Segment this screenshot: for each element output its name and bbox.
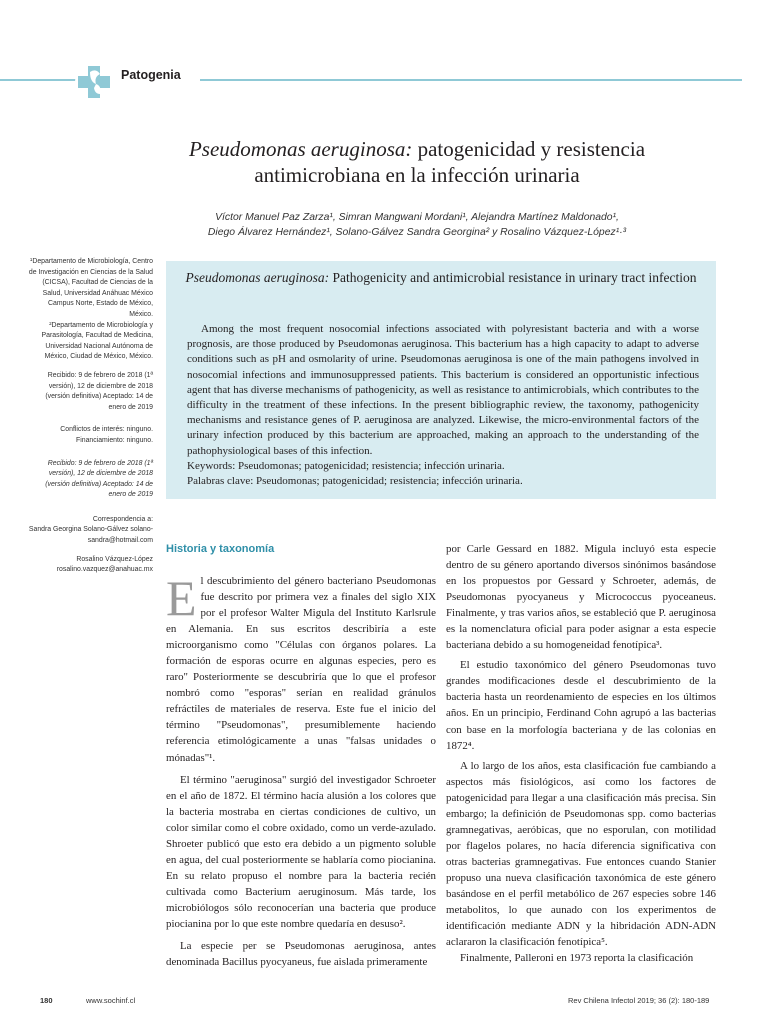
paragraph: Finalmente, Palleroni en 1973 reporta la clasificación <box>460 952 694 965</box>
body-column-left <box>166 570 436 970</box>
received-dates: Recibido: 9 de febrero de 2018 (1ª versión), 12 de diciembre de 2018 (versión definitiva) Aceptado: 14 de enero de 2019 <box>45 371 153 411</box>
correspondence-2: Rosalino Vázquez-López rosalino.vazquez@anahuac.mx <box>56 555 153 574</box>
page-number: 180 <box>40 996 53 1005</box>
section-label: Patogenia <box>121 68 181 82</box>
authors-line-1: Víctor Manuel Paz Zarza¹, Simran Mangwani Mordani¹, Alejandra Martínez Maldonado¹, <box>215 212 619 223</box>
author-list <box>150 210 684 240</box>
journal-url[interactable]: www.sochinf.cl <box>86 996 136 1005</box>
correspondence-1: Sandra Georgina Solano-Gálvez solano-sandra@hotmail.com <box>28 526 153 545</box>
abstract-palabras-clave: Palabras clave: Pseudomonas; patogenicidad; resistencia; infección urinaria. <box>187 475 523 488</box>
affiliation-1: ¹Departamento de Microbiología, Centro de Investigación en Ciencias de la Salud (CICSA), Facultad de Ciencias de la Salud, Universidad Anáhuac México Campus Norte, Estado de México, México. <box>28 258 153 318</box>
header-rule-right <box>200 79 742 81</box>
section-heading: Historia y taxonomía <box>166 543 275 555</box>
paragraph: La especie per se Pseudomonas aeruginosa, antes denominada Bacillus pyocyaneus, fue aislada primeramente <box>166 940 436 969</box>
sidebar-affiliations <box>26 257 153 584</box>
correspondence-label: Correspondencia a: <box>92 515 153 523</box>
journal-citation: Rev Chilena Infectol 2019; 36 (2): 180-189 <box>568 996 710 1005</box>
header-rule-left <box>0 79 78 81</box>
body-column-right <box>446 541 716 966</box>
title-rest: patogenicidad y resistencia antimicrobiana en la infección urinaria <box>254 137 646 187</box>
medical-cross-logo-icon <box>74 62 114 102</box>
abstract-title <box>166 270 716 286</box>
paragraph: El estudio taxonómico del género Pseudomonas tuvo grandes modificaciones desde el descubrimiento de la bacteria hasta un reordenamiento de especies en los últimos años. En un principio, Ferdinand Cohn agrupó a las bacterias con base en la morfología bacteriana y de las colonias en 1872⁴. <box>446 659 716 752</box>
paragraph: por Carle Gessard en 1882. Migula incluyó esta especie dentro de su género aportando diversos sinónimos basándose en los propuestos por Gessard y Schroeter, además, de Pseudomonas pyocyaneus y Micrococcus pyoceaneus. Finalmente, y tras varios años, se estableció que P. aeruginosa es la nomenclatura oficial para poder asignar a esta especie bacteriana debido a su homogeneidad fenotípica³. <box>446 543 716 652</box>
authors-line-2: Diego Álvarez Hernández¹, Solano-Gálvez Sandra Georgina² y Rosalino Vázquez-López¹·³ <box>207 227 627 238</box>
conflicts-of-interest: Conflictos de interés: ninguno. Financiamiento: ninguno. <box>60 426 153 444</box>
abstract-text: Among the most frequent nosocomial infections associated with polyresistant bacteria and with a worse prognosis, are those produced by Pseudomonas aeruginosa. This bacterium has a high capacity to adapt to adverse conditions such as pH and osmolarity of urine. Pseudomonas aeruginosa is one of the main pathogens involved in nosocomial infections and immunosuppressed patients. This bacterium is considered an opportunistic infectious agent that has diverse mechanisms of pathogenicity, as well as resistance to antimicrobials, which contributes to the difficulty in the treatment of these infections. In the present bibliographic review, the taxonomy, pathogenicity mechanisms and resistance genes of P. aeruginosa are analyzed. Likewise, the micro-environmental factors of the urinary infection produced by this bacterium are approached, making an approach to the understanding of the pathophysiological bases of this infection. <box>187 323 699 457</box>
abstract-keywords: Keywords: Pseudomonas; patogenicidad; resistencia; infección urinaria. <box>187 459 505 472</box>
dropcap: E <box>166 570 197 626</box>
paragraph: El término "aeruginosa" surgió del investigador Schroeter en el año de 1872. El término hacía alusión a los colores que la bacteria mostraba en ciertas condiciones de cultivo, un color similar como el cobre oxidado, como un verde-azulado. Shroeter publicó que esto era debido a un pigmento soluble en agua, del cual posteriormente se hablaría como piocianina. En su relato propuso el nombre para la bacteria recién cultivada como Bacterium aeruginosum. Más tarde, los microbiólogos sólo reconocerían una bacteria que produce piocianina por lo que este nombre quedaría en desuso². <box>166 773 436 930</box>
paragraph-text: l descubrimiento del género bacteriano Pseudomonas fue descrito por primera vez a finales del siglo XIX por el profesor Walter Migula del Instituto Karlsrule en Alemania. En sus escritos describiría a este microorganismo como "Células con órganos polares. La formación de esporas ocurre en algunas especies, pero es raro" Posteriormente se descubriría que lo que el profesor nombró como "esporas" serían en realidad gránulos refráctiles de materiales de reserva. Este fue el inicio del término "Pseudomonas", presumiblemente haciendo referencia etimológicamente a unas "falsas unidades o mónadas"¹. <box>166 575 436 764</box>
received-dates-italic: Recibido: 9 de febrero de 2018 (1ª versión), 12 de diciembre de 2018 (versión definitiva) Aceptado: 14 de enero de 2019 <box>45 459 153 499</box>
paragraph: A lo largo de los años, esta clasificación fue cambiando a aspectos más fisiológicos, así como los factores de patogenicidad para llegar a una clasificación más precisa. Sin embargo; la definición de Pseudomonas spp. como bacterias gramnegativas, aeróbicas, que no esporulan, con motilidad por flagelos polares, no hacía diferencia significativa con otras bacterias gramnegativas. Fue entonces cuando Stanier propuso una nueva clasificación taxonómica de este género basándose en el perfil metabólico de 267 especies sobre 146 metabolitos, lo que aunado con los experimentos de identificación mediante ADN y la hibridación ADN-ADN aclararon la clasificación fenotípica⁵. <box>446 759 716 949</box>
abstract-box <box>166 261 716 499</box>
article-title <box>150 136 684 188</box>
title-italic: Pseudomonas aeruginosa: <box>188 137 413 161</box>
abstract-body <box>187 322 699 489</box>
abstract-title-italic: Pseudomonas aeruginosa: <box>185 270 330 285</box>
abstract-title-rest: Pathogenicity and antimicrobial resistance in urinary tract infection <box>329 270 697 285</box>
affiliation-2: ²Departamento de Microbiología y Parasitología, Facultad de Medicina, Universidad Nacional Autónoma de México, Ciudad de México, México. <box>41 321 153 361</box>
paragraph <box>166 570 436 766</box>
